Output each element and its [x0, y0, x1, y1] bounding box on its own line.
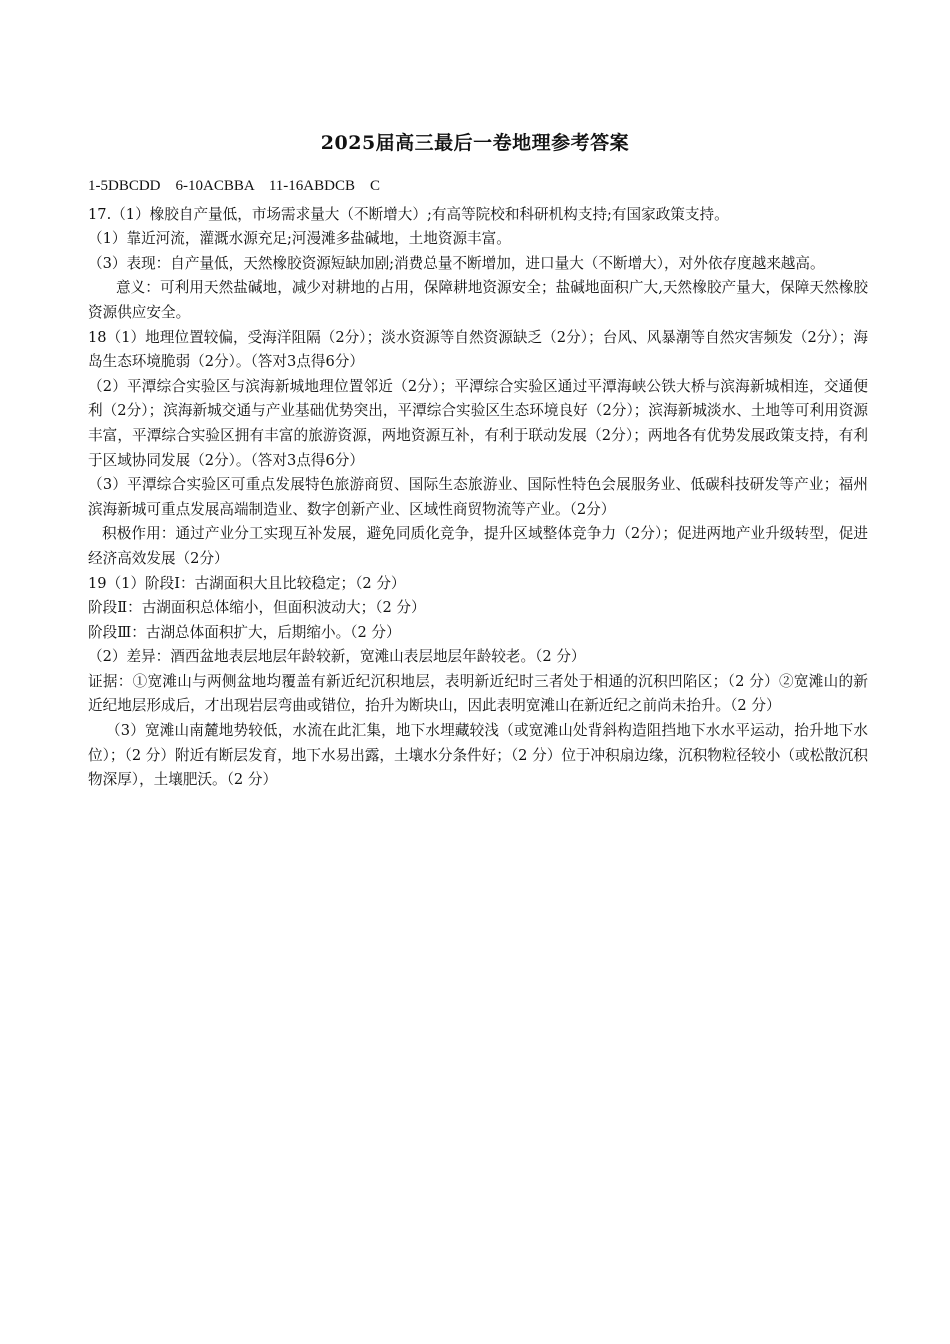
q18-part1: 18（1）地理位置较偏，受海洋阻隔（2分）；淡水资源等自然资源缺乏（2分）；台风、风暴潮等自然灾害频发（2分）；海岛生态环境脆弱（2分）。（答对3点得6分）	[88, 328, 868, 371]
q19-part2-difference: （2）差异：酒西盆地表层地层年龄较新，宽滩山表层地层年龄较老。（2 分）	[88, 648, 586, 666]
q19-stage1: 19（1）阶段Ⅰ：古湖面积大且比较稳定；（2 分）	[88, 574, 406, 592]
page-title: 2025届高三最后一卷地理参考答案	[320, 132, 630, 154]
q17-part2: （1）靠近河流，灌溉水源充足;河漫滩多盐碱地，土地资源丰富。	[88, 230, 511, 248]
q17-part1: 17.（1）橡胶自产量低，市场需求量大（不断增大）;有高等院校和科研机构支持;有国家政策支持。	[88, 205, 729, 223]
q18-part2: （2）平潭综合实验区与滨海新城地理位置邻近（2分）；平潭综合实验区通过平潭海峡公铁大桥与滨海新城相连，交通便利（2分）；滨海新城交通与产业基础优势突出，平潭综合实验区生态环境良好（2分）；滨海新城淡水、土地等可利用资源丰富，平潭综合实验区拥有丰富的旅游资源，两地资源互补，有利于联动发展（2分）；两地各有优势发展政策支持，有利于区域协同发展（2分）。（答对3点得6分）	[88, 377, 868, 469]
q19-part2-evidence: 证据：①宽滩山与两侧盆地均覆盖有新近纪沉积地层，表明新近纪时三者处于相通的沉积凹陷区；（2 分）②宽滩山的新近纪地层形成后，才出现岩层弯曲或错位，抬升为断块山，因此表明宽滩山在新近纪之前尚未抬升。（2 分）	[88, 672, 868, 715]
q17-part3: （3）表现：自产量低，天然橡胶资源短缺加剧;消费总量不断增加，进口量大（不断增大），对外依存度越来越高。	[88, 254, 825, 272]
q19-stage3: 阶段Ⅲ：古湖总体面积扩大，后期缩小。（2 分）	[88, 623, 401, 641]
q17-significance: 意义：可利用天然盐碱地，减少对耕地的占用，保障耕地资源安全；盐碱地面积广大,天然橡胶产量大，保障天然橡胶资源供应安全。	[88, 279, 868, 321]
q19-stage2: 阶段Ⅱ：古湖面积总体缩小，但面积波动大；（2 分）	[88, 599, 426, 617]
q18-positive-effects: 积极作用：通过产业分工实现互补发展，避免同质化竞争，提升区域整体竞争力（2分）；促进两地产业升级转型，促进经济高效发展（2分）	[88, 525, 868, 567]
q19-part3: （3）宽滩山南麓地势较低，水流在此汇集，地下水埋藏较浅（或宽滩山处背斜构造阻挡地下水水平运动，抬升地下水位）；（2 分）附近有断层发育，地下水易出露，土壤水分条件好；（2 分）位于冲积扇边缘，沉积物粒径较小（或松散沉积物深厚），土壤肥沃。（2 分）	[88, 722, 868, 789]
q18-part3: （3）平潭综合实验区可重点发展特色旅游商贸、国际生态旅游业、国际性特色会展服务业、低碳科技研发等产业；福州滨海新城可重点发展高端制造业、数字创新产业、区域性商贸物流等产业。（2分）	[88, 476, 868, 518]
multiple-choice-answer-key: 1-5DBCDD 6-10ACBBA 11-16ABDCB C	[88, 178, 380, 194]
answer-content	[88, 174, 868, 793]
